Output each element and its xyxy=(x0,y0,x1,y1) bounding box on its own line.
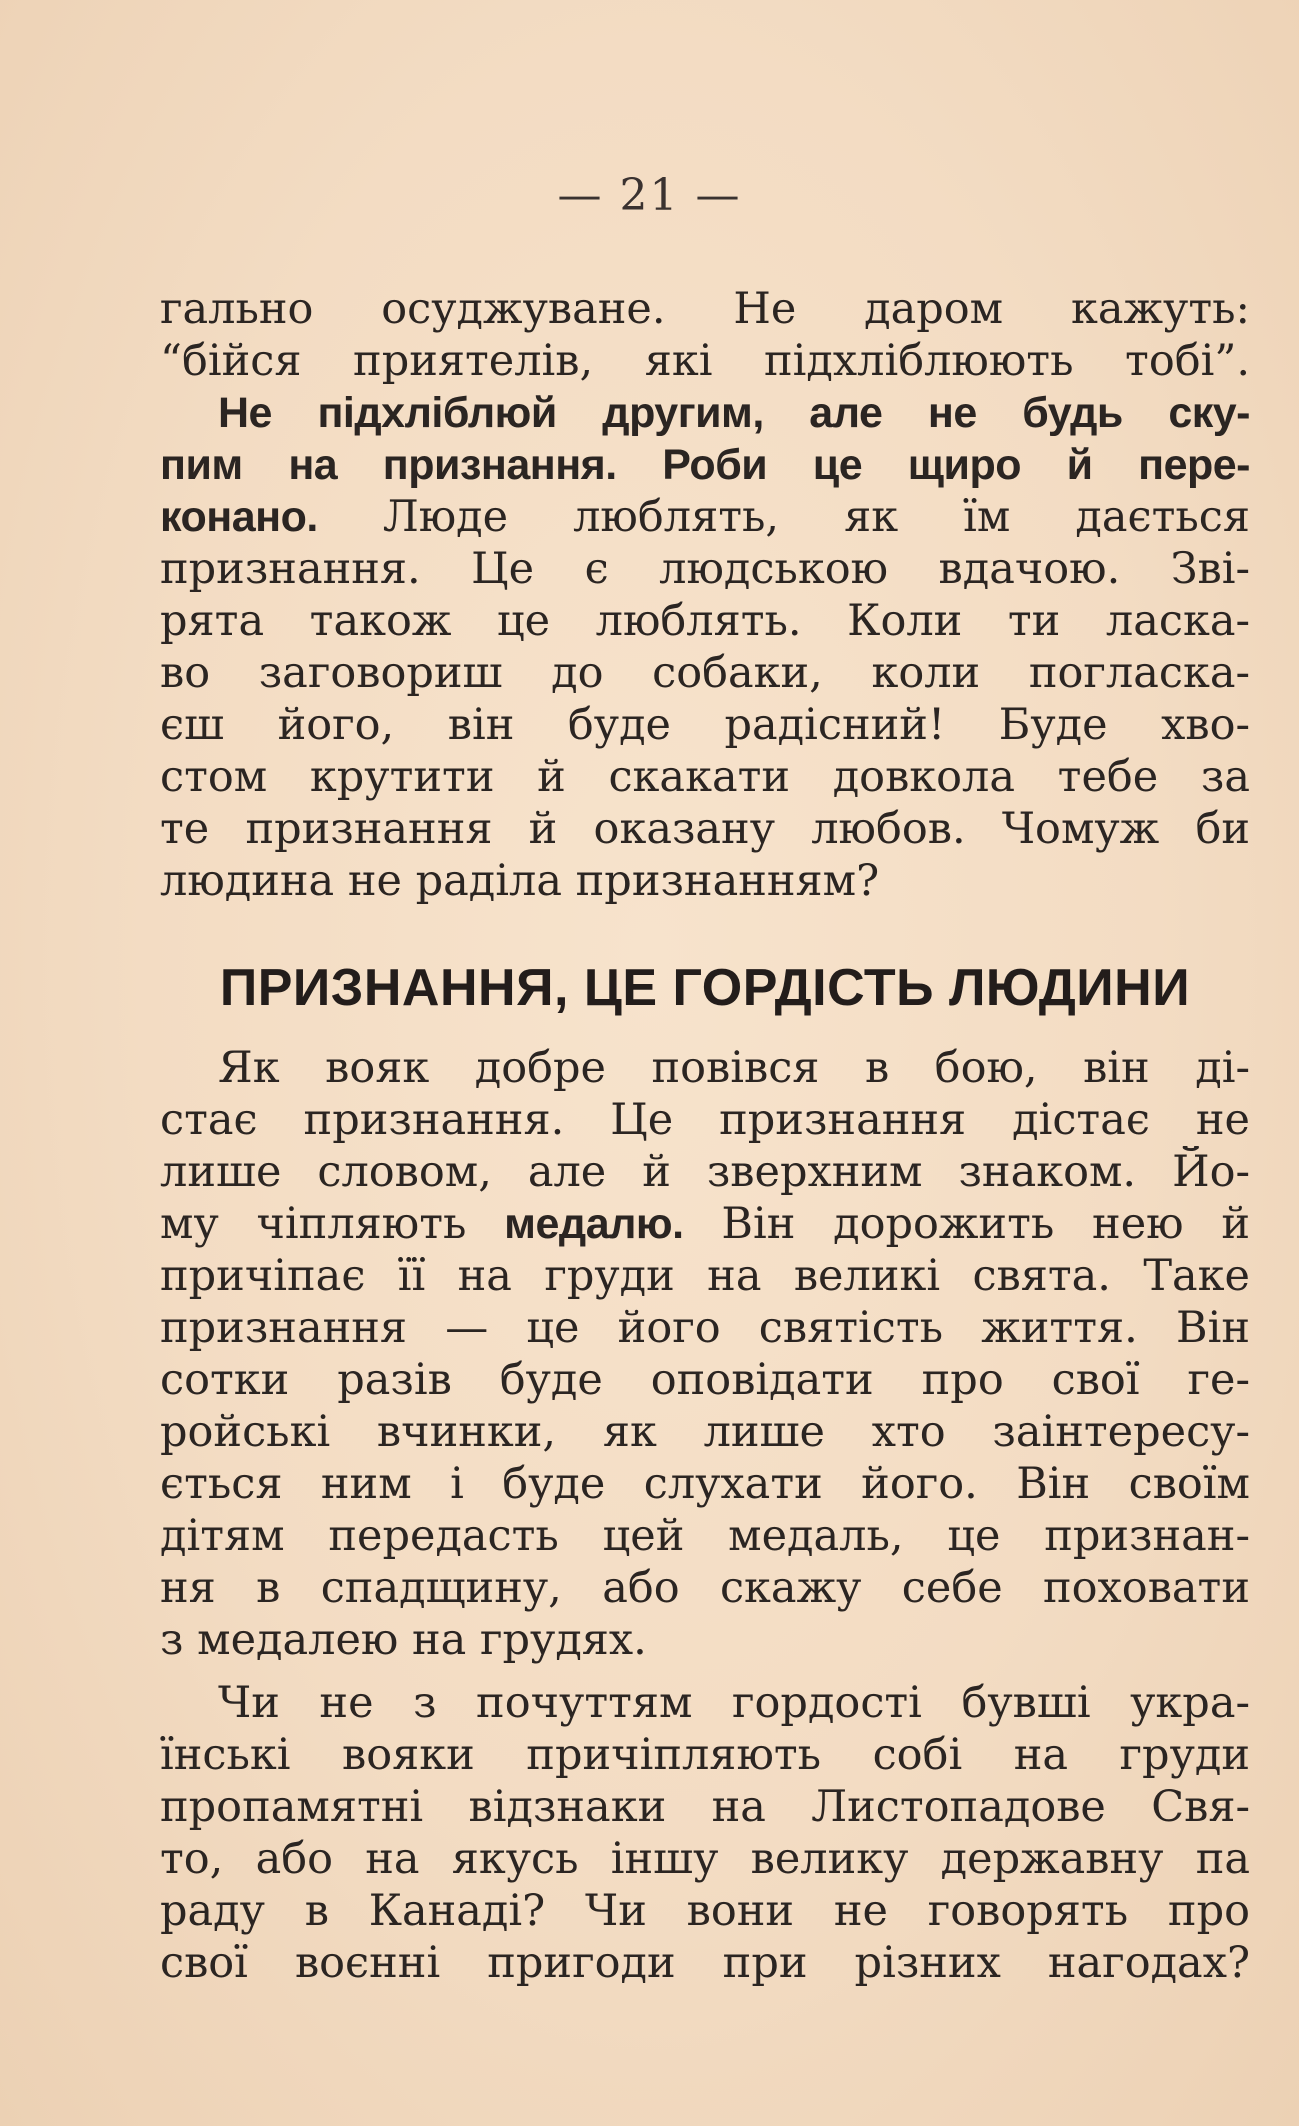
paragraph-1 xyxy=(160,283,1250,907)
text-line: дітям передасть цей медаль, це признан- xyxy=(160,1511,1250,1561)
text-line: ройські вчинки, як лише хто заінтересу- xyxy=(160,1407,1250,1457)
paragraph-3 xyxy=(160,1677,1250,1989)
text-line: “бійся приятелів, які підхліблюють тобі”. xyxy=(160,336,1250,386)
text-line: Як вояк добре повівся в бою, він ді- xyxy=(218,1043,1250,1093)
text-line: сотки разів буде оповідати про свої ге- xyxy=(160,1355,1250,1405)
text-line: пропамятні відзнаки на Листопадове Свя- xyxy=(160,1782,1250,1832)
text-line: те признання й оказану любов. Чомуж би xyxy=(160,804,1250,854)
text-line: стом крутити й скакати довкола тебе за xyxy=(160,752,1250,802)
text-line: во заговориш до собаки, коли погласка- xyxy=(160,648,1250,698)
text-line: признання — це його святість життя. Він xyxy=(160,1303,1250,1353)
section-heading: ПРИЗНАННЯ, ЦЕ ГОРДІСТЬ ЛЮДИНИ xyxy=(219,959,1191,1017)
text-phrase: му чіпляють xyxy=(160,1199,505,1249)
text-line: признання. Це є людською вдачою. Зві- xyxy=(160,544,1250,594)
text-line: гально осуджуване. Не даром кажуть: xyxy=(160,284,1250,334)
text-line: то, або на якусь іншу велику державну па xyxy=(160,1834,1250,1884)
text-line: лише словом, але й зверхним знаком. Йо- xyxy=(160,1147,1250,1197)
text-line: їнські вояки причіпляють собі на груди xyxy=(160,1730,1250,1780)
bold-text-line: пим на признання. Роби це щиро й пере- xyxy=(160,441,1250,489)
text-line: стає признання. Це признання дістає не xyxy=(160,1095,1250,1145)
text-line: людина не раділа признанням? xyxy=(160,856,880,906)
text-line: Чи не з почуттям гордості бувші укра- xyxy=(218,1678,1250,1728)
text-phrase: Люде люблять, як їм дається xyxy=(317,492,1250,542)
text-line: свої воєнні пригоди при різних нагодах? xyxy=(160,1938,1250,1988)
text-line: рята також це люблять. Коли ти ласка- xyxy=(160,596,1250,646)
bold-phrase: медалю. xyxy=(504,1200,684,1248)
text-line: з медалею на грудях. xyxy=(160,1615,647,1665)
text-line: ня в спадщину, або скажу себе поховати xyxy=(160,1563,1250,1613)
bold-text-line: Не підхліблюй другим, але не будь ску- xyxy=(218,389,1250,437)
text-line: ється ним і буде слухати його. Він своїм xyxy=(160,1459,1250,1509)
page-number: — 21 — xyxy=(557,170,742,221)
text-line: єш його, він буде радісний! Буде хво- xyxy=(160,700,1250,750)
text-line: раду в Канаді? Чи вони не говорять про xyxy=(160,1886,1250,1936)
mixed-text-line xyxy=(160,1198,1250,1250)
mixed-text-line xyxy=(160,491,1250,543)
paragraph-2 xyxy=(160,1042,1250,1666)
text-line: причіпає її на груди на великі свята. Таке xyxy=(160,1251,1250,1301)
bold-phrase: конано. xyxy=(160,493,318,541)
text-phrase: Він дорожить нею й xyxy=(683,1199,1250,1249)
